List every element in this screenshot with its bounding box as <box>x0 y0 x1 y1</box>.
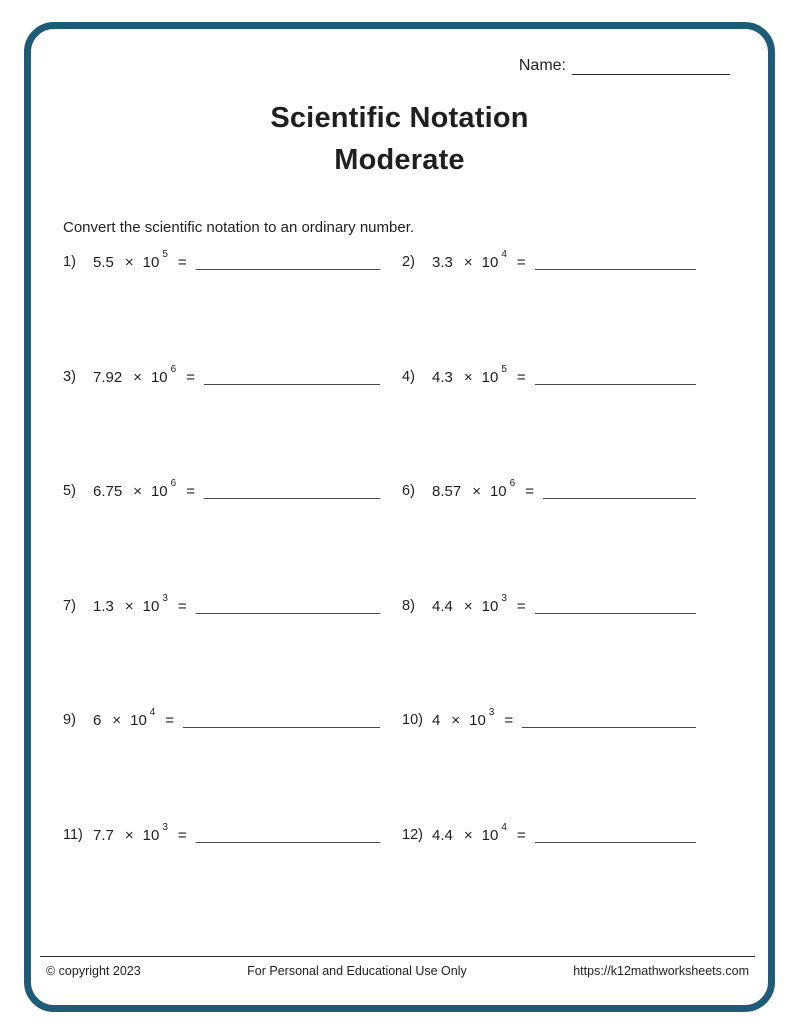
base-ten: 10 <box>130 712 147 730</box>
multiply-sign: × <box>133 483 142 501</box>
coefficient: 5.5 <box>93 254 114 272</box>
problem-number: 6) <box>402 483 415 500</box>
answer-blank-line <box>196 598 380 614</box>
problem-9 <box>63 707 402 827</box>
problem-4 <box>402 363 718 484</box>
problem-11 <box>63 821 402 942</box>
base-ten: 10 <box>142 254 160 272</box>
coefficient: 4.3 <box>432 368 453 386</box>
answer-blank-line <box>196 827 380 843</box>
multiply-sign: × <box>463 254 473 272</box>
exponent: 6 <box>170 363 177 375</box>
answer-blank-line <box>535 254 696 270</box>
coefficient: 4.4 <box>432 597 453 615</box>
base-ten: 10 <box>150 483 168 501</box>
multiply-sign: × <box>112 712 122 730</box>
problem-number: 2) <box>402 254 415 271</box>
exponent: 3 <box>488 707 495 719</box>
problem-number: 8) <box>402 597 415 614</box>
problem-number: 5) <box>63 483 76 500</box>
equals-sign: = <box>516 826 526 844</box>
copyright-text: © copyright 2023 <box>46 964 141 978</box>
answer-blank-line <box>543 483 696 499</box>
coefficient: 7.7 <box>93 826 114 844</box>
problem-8 <box>402 592 718 713</box>
problem-7 <box>63 592 402 713</box>
problem-number: 4) <box>402 368 415 385</box>
coefficient: 4.4 <box>432 826 453 844</box>
exponent: 5 <box>162 249 168 261</box>
problem-number: 7) <box>63 597 76 614</box>
base-ten: 10 <box>469 712 486 730</box>
exponent: 4 <box>501 249 507 261</box>
problem-number: 1) <box>63 254 76 271</box>
multiply-sign: × <box>451 712 461 730</box>
coefficient: 1.3 <box>93 597 114 615</box>
base-ten: 10 <box>481 368 499 386</box>
worksheet-title: Scientific Notation <box>270 102 529 134</box>
problems-grid <box>31 249 768 941</box>
equals-sign: = <box>177 597 187 615</box>
multiply-sign: × <box>124 254 134 272</box>
title-block <box>31 97 768 181</box>
multiply-sign: × <box>133 368 142 386</box>
base-ten: 10 <box>481 597 499 615</box>
problem-6 <box>402 478 718 598</box>
problem-number: 9) <box>63 712 76 729</box>
coefficient: 8.57 <box>432 483 462 501</box>
multiply-sign: × <box>463 368 473 386</box>
equals-sign: = <box>516 597 526 615</box>
exponent: 6 <box>509 478 516 490</box>
multiply-sign: × <box>124 597 134 615</box>
equals-sign: = <box>177 826 187 844</box>
coefficient: 3.3 <box>432 254 453 272</box>
name-label: Name: <box>518 57 566 74</box>
base-ten: 10 <box>142 826 160 844</box>
instruction-text: Convert the scientific notation to an ordinary number. <box>63 219 415 237</box>
equals-sign: = <box>504 712 514 730</box>
base-ten: 10 <box>489 483 507 501</box>
answer-blank-line <box>535 827 696 843</box>
problem-12 <box>402 821 718 942</box>
answer-blank-line <box>183 712 380 728</box>
answer-blank-line <box>522 712 696 728</box>
answer-blank-line <box>535 369 696 385</box>
problem-1 <box>63 249 402 369</box>
base-ten: 10 <box>481 826 499 844</box>
problem-5 <box>63 478 402 598</box>
exponent: 4 <box>501 821 507 833</box>
multiply-sign: × <box>463 826 473 844</box>
base-ten: 10 <box>142 597 160 615</box>
problem-3 <box>63 363 402 484</box>
exponent: 3 <box>162 592 168 604</box>
problem-number: 11) <box>63 826 83 843</box>
problem-2 <box>402 249 718 369</box>
answer-blank-line <box>204 483 380 499</box>
exponent: 6 <box>170 478 177 490</box>
multiply-sign: × <box>124 826 134 844</box>
equals-sign: = <box>516 254 526 272</box>
worksheet-page <box>31 29 768 1005</box>
coefficient: 6.75 <box>93 483 123 501</box>
equals-sign: = <box>186 483 195 501</box>
website-url: https://k12mathworksheets.com <box>573 964 749 978</box>
exponent: 3 <box>162 821 168 833</box>
base-ten: 10 <box>150 368 168 386</box>
coefficient: 4 <box>432 712 441 730</box>
coefficient: 7.92 <box>93 368 123 386</box>
coefficient: 6 <box>93 712 102 730</box>
name-row <box>31 57 768 75</box>
usage-text: For Personal and Educational Use Only <box>247 964 467 978</box>
worksheet-subtitle: Moderate <box>334 144 465 177</box>
multiply-sign: × <box>463 597 473 615</box>
base-ten: 10 <box>481 254 499 272</box>
answer-blank-line <box>204 369 380 385</box>
equals-sign: = <box>525 483 534 501</box>
problem-number: 3) <box>63 368 76 385</box>
footer <box>40 956 755 978</box>
exponent: 4 <box>149 707 156 719</box>
exponent: 5 <box>501 363 507 375</box>
equals-sign: = <box>165 712 175 730</box>
exponent: 3 <box>501 592 507 604</box>
name-blank-line <box>572 59 730 75</box>
equals-sign: = <box>516 368 526 386</box>
answer-blank-line <box>535 598 696 614</box>
multiply-sign: × <box>472 483 481 501</box>
problem-number: 10) <box>402 712 423 729</box>
problem-10 <box>402 707 718 827</box>
equals-sign: = <box>186 368 195 386</box>
equals-sign: = <box>177 254 187 272</box>
problem-number: 12) <box>402 826 423 843</box>
answer-blank-line <box>196 254 380 270</box>
